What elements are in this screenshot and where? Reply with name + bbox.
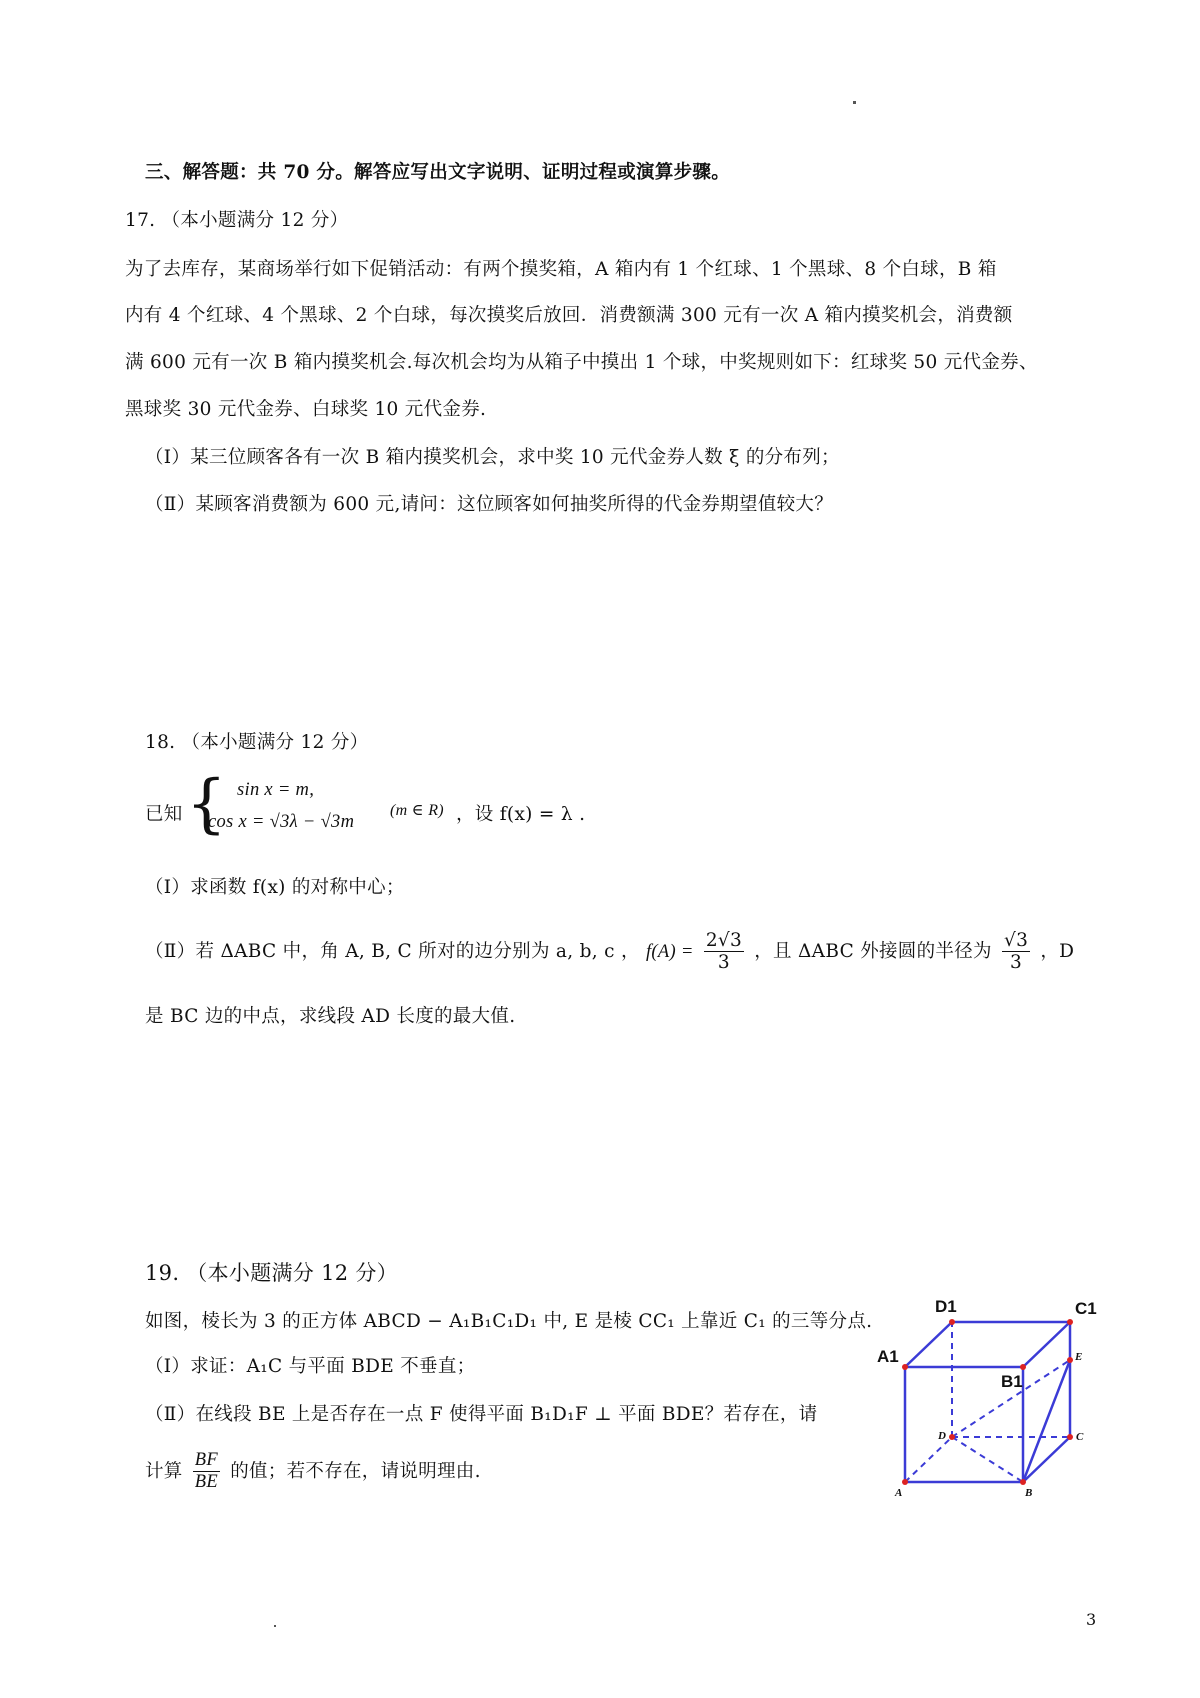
q18-part-2-a: （Ⅱ）若 ΔABC 中，角 A, B, C 所对的边分别为 a, b, c ， bbox=[145, 940, 640, 962]
fraction-numerator: BF bbox=[193, 1450, 220, 1472]
q17-part-1: （Ⅰ）某三位顾客各有一次 B 箱内摸奖机会，求中奖 10 元代金券人数 ξ 的分布列； bbox=[145, 447, 840, 468]
page-number: 3 bbox=[1086, 1610, 1097, 1629]
vertex-d1 bbox=[949, 1319, 955, 1325]
vertex-b1 bbox=[1020, 1364, 1026, 1370]
label-c1: C1 bbox=[1075, 1299, 1097, 1318]
q17-body-line-1: 为了去库存，某商场举行如下促销活动：有两个摸奖箱，A 箱内有 1 个红球、1 个黑球、8 个白球，B 箱 bbox=[125, 259, 997, 280]
label-b1: B1 bbox=[1001, 1372, 1023, 1391]
q18-eq-1: sin x = m, bbox=[237, 780, 315, 800]
q19-part-2-rest: 的值；若不存在，请说明理由. bbox=[230, 1460, 481, 1482]
q17-heading bbox=[125, 206, 348, 232]
fraction-denominator: BE bbox=[194, 1472, 218, 1493]
edge-a-d bbox=[905, 1437, 952, 1482]
q18-fA: f(A) = bbox=[645, 941, 694, 962]
cube-figure bbox=[877, 1282, 1110, 1502]
q18-part-2-b: ，且 ΔABC 外接圆的半径为 bbox=[754, 940, 992, 962]
q17-number: 17. bbox=[125, 210, 156, 231]
q17-body-line-4: 黑球奖 30 元代金券、白球奖 10 元代金券. bbox=[125, 399, 487, 420]
q18-condition: (m ∈ R) bbox=[390, 802, 444, 819]
edge-d1-a1 bbox=[905, 1322, 952, 1367]
scan-speck bbox=[853, 101, 856, 104]
q19-calc: 计算 bbox=[145, 1460, 183, 1482]
segment-b-e bbox=[1023, 1360, 1070, 1482]
fraction-root3-over-3 bbox=[1002, 930, 1030, 974]
label-a1: A1 bbox=[877, 1347, 899, 1366]
q19-intro: 如图，棱长为 3 的正方体 ABCD − A₁B₁C₁D₁ 中, E 是棱 CC₁ 上靠近 C₁ 的三等分点. bbox=[145, 1311, 873, 1332]
q18-number: 18. bbox=[145, 732, 176, 753]
q17-body-line-3: 满 600 元有一次 B 箱内摸奖机会.每次机会均为从箱子中摸出 1 个球，中奖规则如下：红球奖 50 元代金券、 bbox=[125, 352, 1038, 373]
vertex-e bbox=[1067, 1357, 1073, 1363]
q19-part-2-line-2 bbox=[145, 1450, 481, 1494]
label-e: E bbox=[1075, 1351, 1083, 1363]
q18-part-2-c: ，D bbox=[1040, 940, 1075, 962]
section-header: 三、解答题：共 70 分。解答应写出文字说明、证明过程或演算步骤。 bbox=[145, 162, 731, 183]
q18-heading bbox=[145, 728, 368, 754]
scan-speck bbox=[274, 1625, 276, 1627]
label-a: A bbox=[895, 1487, 903, 1499]
q18-points: （本小题满分 12 分） bbox=[181, 732, 369, 753]
label-c: C bbox=[1076, 1431, 1084, 1443]
fraction-numerator: 2√3 bbox=[705, 930, 743, 951]
q19-part-2-line-1: （Ⅱ）在线段 BE 上是否存在一点 F 使得平面 B₁D₁F ⊥ 平面 BDE？若存在，请 bbox=[145, 1404, 818, 1425]
q17-body-line-2: 内有 4 个红球、4 个黑球、2 个白球，每次摸奖后放回．消费额满 300 元有一次 A 箱内摸奖机会，消费额 bbox=[125, 305, 1013, 326]
label-d: D bbox=[938, 1430, 946, 1442]
vertex-b bbox=[1020, 1479, 1026, 1485]
edge-b-c bbox=[1023, 1437, 1070, 1482]
q18-eq-2: cos x = √3λ − √3m bbox=[208, 812, 355, 832]
fraction-denominator: 3 bbox=[1010, 952, 1023, 974]
q18-part-2 bbox=[145, 930, 1074, 974]
q17-points: （本小题满分 12 分） bbox=[161, 210, 349, 231]
q18-part-2-line-2: 是 BC 边的中点，求线段 AD 长度的最大值. bbox=[145, 1006, 516, 1027]
label-b: B bbox=[1025, 1487, 1033, 1499]
vertex-c1 bbox=[1067, 1319, 1073, 1325]
system-brace: { bbox=[186, 767, 227, 841]
vertex-a1 bbox=[902, 1364, 908, 1370]
vertex-a bbox=[902, 1479, 908, 1485]
q19-part-1: （Ⅰ）求证：A₁C 与平面 BDE 不垂直； bbox=[145, 1356, 476, 1377]
segment-d-b bbox=[952, 1437, 1023, 1482]
fraction-numerator: √3 bbox=[1004, 930, 1029, 951]
fraction-two-root3-over-3 bbox=[704, 930, 744, 974]
vertex-d bbox=[949, 1434, 955, 1440]
edge-b1-c1 bbox=[1023, 1322, 1070, 1367]
vertex-c bbox=[1067, 1434, 1073, 1440]
q18-known: 已知 bbox=[145, 804, 183, 825]
q19-points: （本小题满分 12 分） bbox=[186, 1261, 398, 1285]
q17-part-2: （Ⅱ）某顾客消费额为 600 元,请问：这位顾客如何抽奖所得的代金券期望值较大？ bbox=[145, 494, 834, 515]
label-d1: D1 bbox=[935, 1297, 957, 1316]
q18-part-1: （Ⅰ）求函数 f(x) 的对称中心； bbox=[145, 877, 405, 898]
fraction-bf-over-be bbox=[193, 1450, 220, 1494]
q18-set-f: ，设 f(x) = λ . bbox=[456, 804, 586, 825]
q19-heading bbox=[145, 1257, 398, 1287]
fraction-denominator: 3 bbox=[717, 952, 730, 974]
q19-number: 19. bbox=[145, 1261, 180, 1285]
